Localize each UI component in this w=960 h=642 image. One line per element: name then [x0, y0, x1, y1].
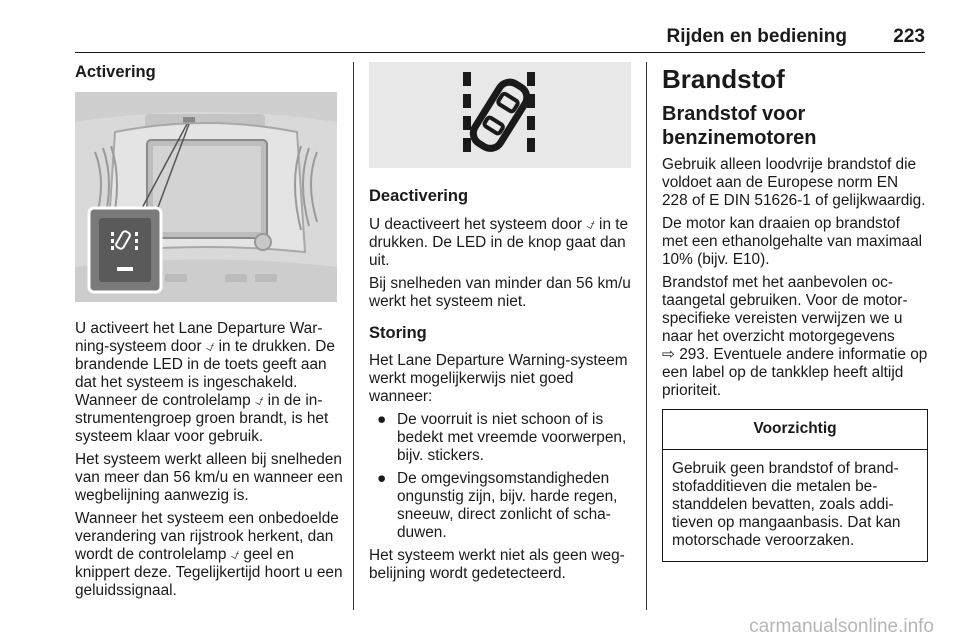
- lane-departure-icon: [369, 62, 631, 168]
- bullet: ●: [377, 411, 387, 428]
- activation-heading: Activering: [75, 63, 156, 81]
- list-item-text: De voorruit is niet schoon of is bedekt met vreemde voorwerpen, bijv. stickers.: [397, 411, 627, 464]
- petrol-heading: Brandstof voor benzinemotoren: [662, 103, 817, 149]
- list-item: [369, 470, 637, 542]
- caution-text: Gebruik geen brandstof of brandstofadditieven die metalen bestanddelen bevatten, zoals additieven op mangaanbasis. Dat kan motorschade veroorzaken.: [672, 460, 901, 549]
- dashboard-illustration: [75, 92, 337, 302]
- cross-reference-arrow-icon: ⇨: [662, 346, 675, 363]
- deactivation-paragraph-2: Bij snelheden van minder dan 56 km/u werkt het systeem niet.: [369, 275, 631, 310]
- fuel-paragraph-3-text: Brandstof met het aanbevolen octaangetal gebruiken. Voor de motorspecifieke vereisten verwijzen we u naar het overzicht motorgegevens: [662, 274, 908, 345]
- page-header: [75, 26, 925, 53]
- caution-box: [662, 409, 928, 562]
- fuel-paragraph-3-end: . Eventuele andere informatie op een label op de tankklep heeft altijd prioriteit.: [662, 346, 928, 399]
- caution-title: Voorzichtig: [663, 410, 927, 450]
- activation-paragraph-2: Het systeem werkt alleen bij snelheden van meer dan 56 km/u en wanneer een wegbelijning aanwezig is.: [75, 451, 343, 504]
- column-middle: [369, 62, 637, 588]
- page-number: 223: [893, 26, 925, 47]
- deactivation-heading: Deactivering: [369, 187, 469, 205]
- page-reference-link[interactable]: 293: [679, 346, 705, 363]
- fuel-paragraph-2: De motor kan draaien op brandstof met een ethanolgehalte van maximaal 10% (bijv. E10).: [662, 215, 923, 268]
- list-item: [369, 411, 637, 465]
- deactivation-paragraph-1: U deactiveert het systeem door ⍻ in te drukken. De LED in de knop gaat dan uit.: [369, 216, 629, 269]
- fuel-heading: Brandstof: [662, 64, 785, 94]
- watermark: carmanualsonline.info: [749, 616, 934, 637]
- list-item-text: De omgevingsomstandigheden ongunstig zijn, bijv. harde regen, sneeuw, direct zonlicht of schaduwen.: [397, 470, 618, 541]
- malfunction-paragraph: Het Lane Departure Warning-systeem werkt mogelijkerwijs niet goed wanneer:: [369, 352, 628, 405]
- column-left: [75, 62, 343, 605]
- malfunction-paragraph-2: Het systeem werkt niet als geen wegbelijning wordt gedetecteerd.: [369, 547, 625, 582]
- activation-paragraph-1: U activeert het Lane Departure Warning-systeem door ⍻ in te drukken. De brandende LED in de toets geeft aan dat het systeem is ingeschakeld. Wanneer de controlelamp ⍻ in de instrumentengroep groen brandt, is het systeem klaar voor gebruik.: [75, 320, 335, 445]
- fuel-paragraph-1: Gebruik alleen loodvrije brandstof die voldoet aan de Europese norm EN 228 of E DIN 51626-1 of gelijkwaardig.: [662, 156, 926, 209]
- malfunction-list: [369, 411, 637, 542]
- bullet: ●: [377, 470, 387, 487]
- column-right: [662, 64, 928, 562]
- fuel-paragraph-3: [662, 274, 928, 400]
- section-title: Rijden en bediening: [666, 26, 847, 47]
- activation-paragraph-3: Wanneer het systeem een onbedoelde verandering van rijstrook herkent, dan wordt de controlelamp ⍻ geel en knippert deze. Tegelijkertijd hoort u een geluidssignaal.: [75, 510, 343, 599]
- malfunction-heading: Storing: [369, 324, 427, 342]
- column-divider: [646, 62, 647, 610]
- column-divider: [353, 62, 354, 610]
